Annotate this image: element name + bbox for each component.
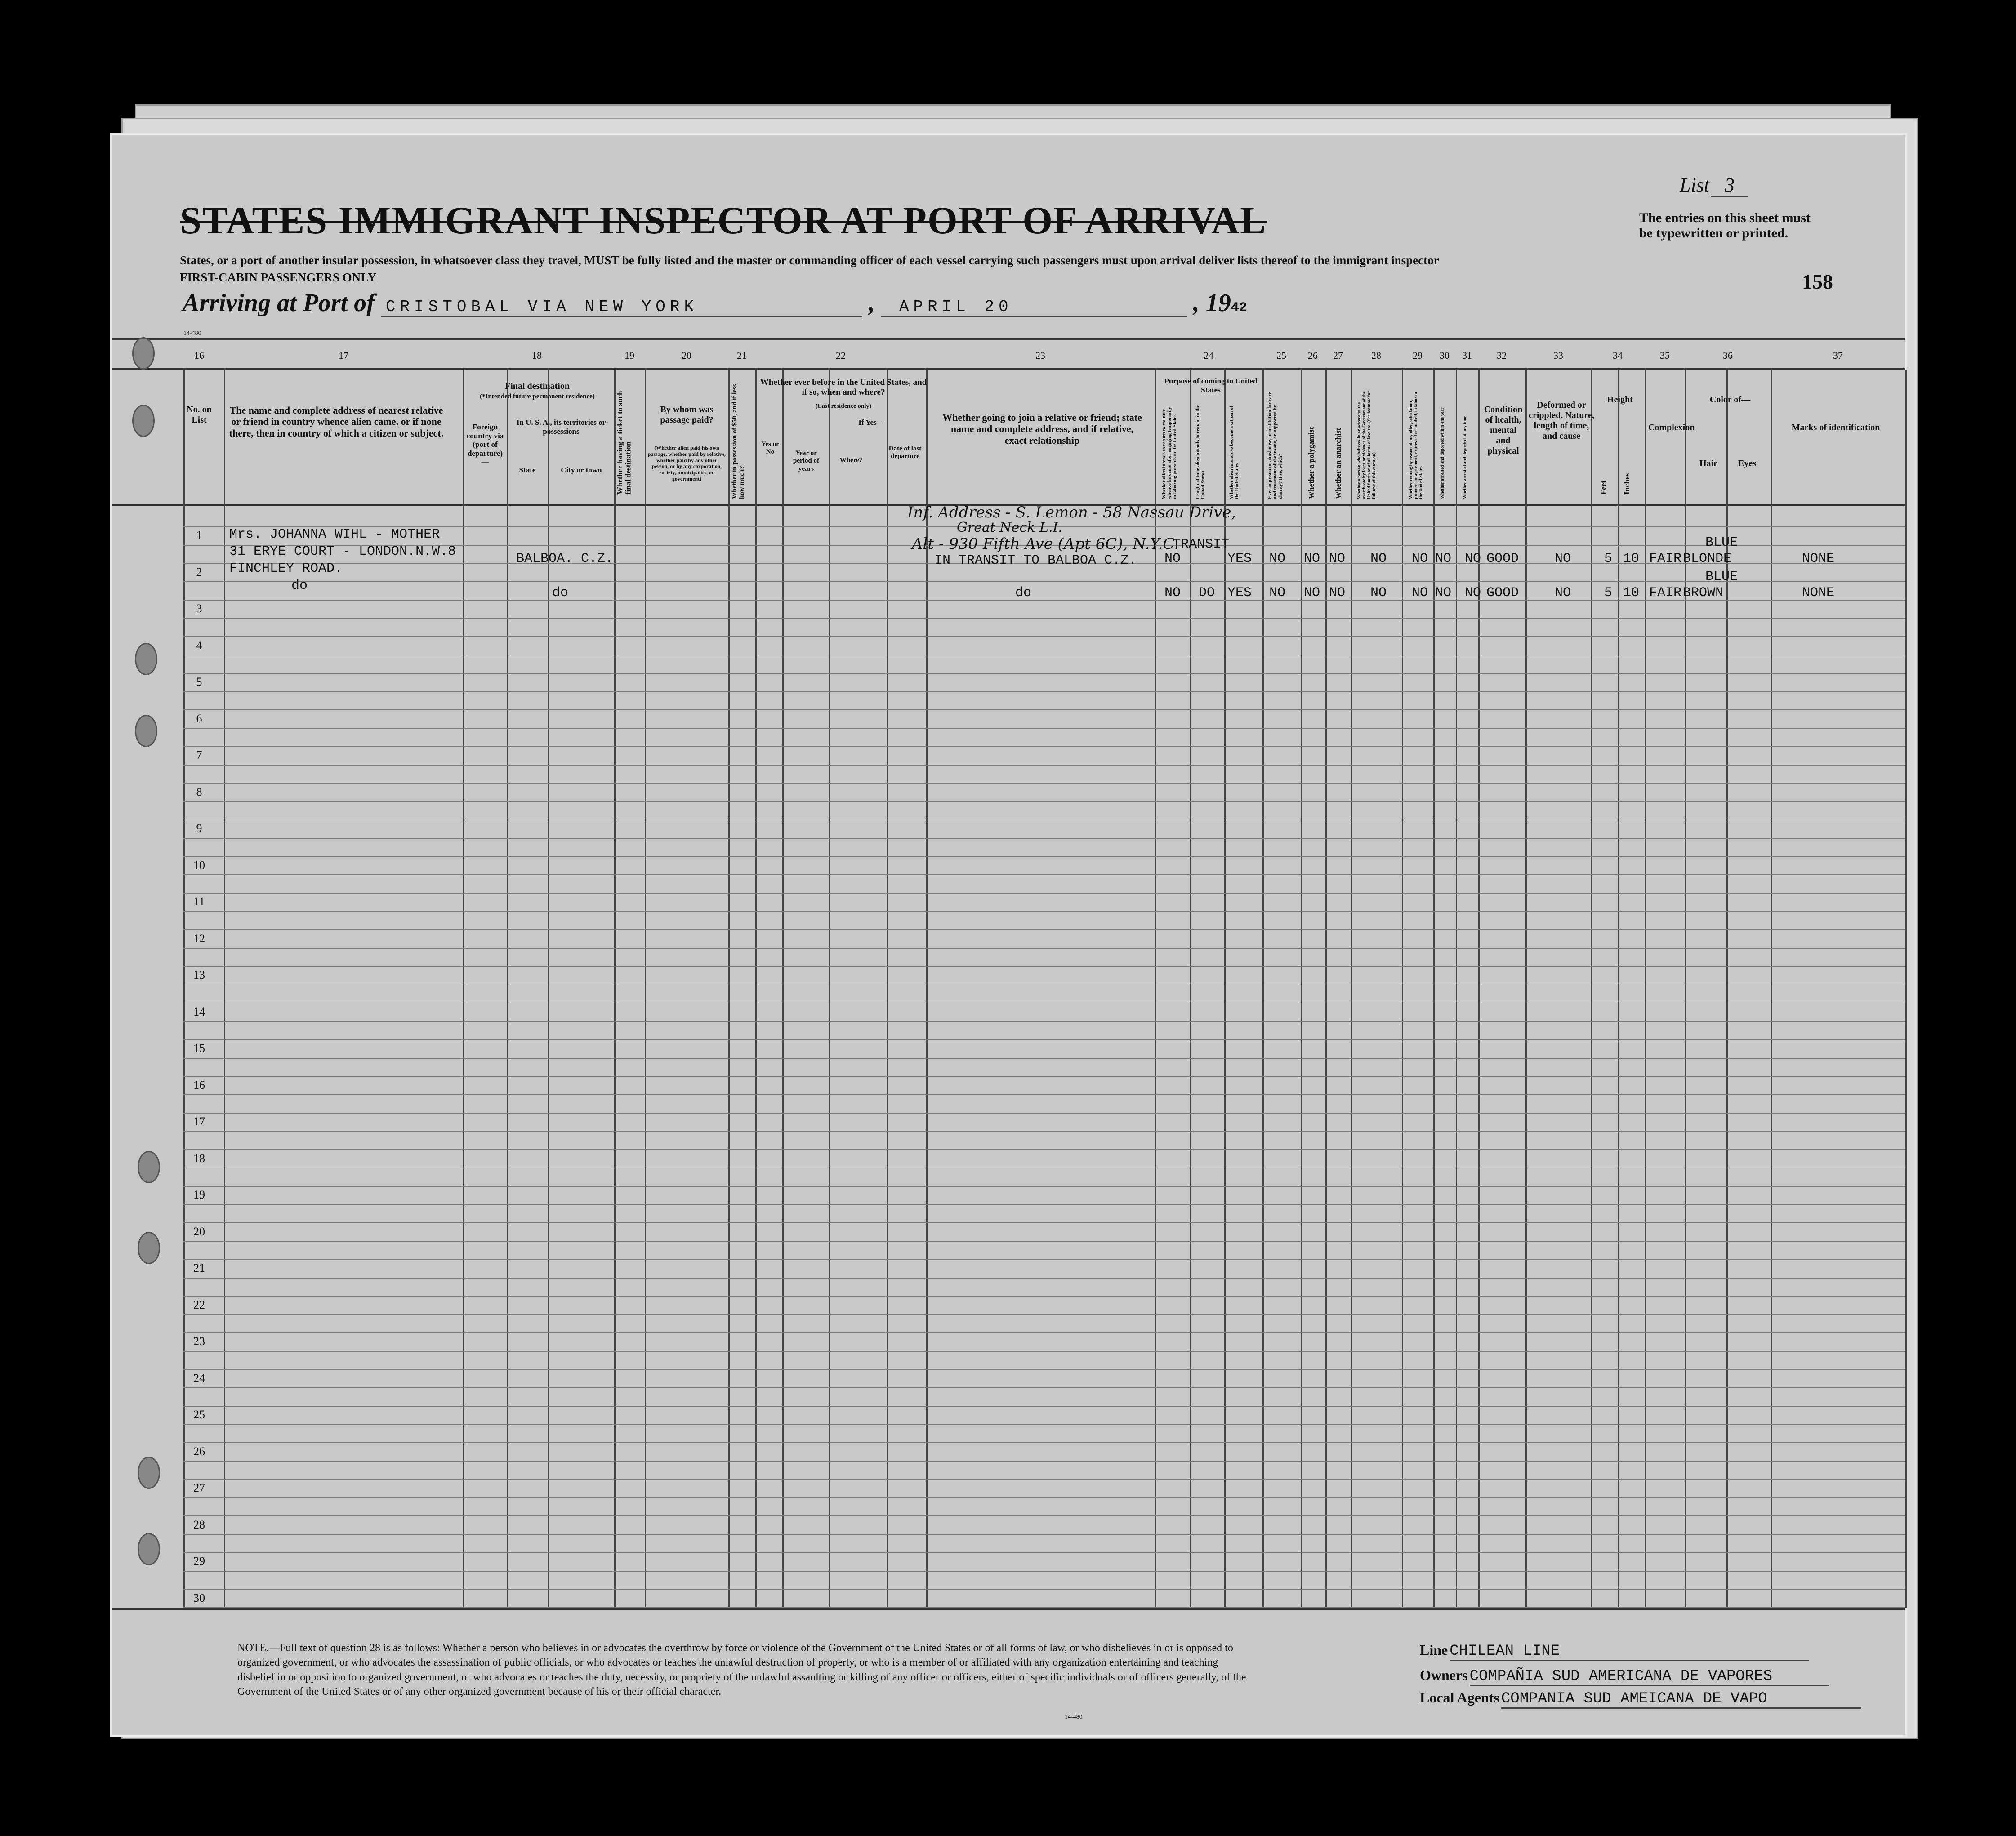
entry1-c27: NO bbox=[1329, 551, 1346, 566]
row-rule bbox=[183, 874, 1905, 875]
manifest-sheet bbox=[112, 135, 1905, 1735]
typewritten-note-2: be typewritten or printed. bbox=[1639, 226, 1789, 241]
entry1-c26: NO bbox=[1304, 551, 1320, 566]
row-rule bbox=[183, 746, 1905, 747]
row-number: 3 bbox=[196, 602, 202, 615]
entry1-destination: BALBOA. C.Z. bbox=[516, 551, 614, 566]
col22-where: Where? bbox=[839, 457, 863, 464]
row-rule bbox=[183, 1534, 1905, 1535]
table-top-rule bbox=[112, 338, 1905, 340]
line-value: CHILEAN LINE bbox=[1450, 1643, 1809, 1661]
binder-hole bbox=[135, 643, 157, 675]
row-rule bbox=[183, 728, 1905, 729]
question-28-note: NOTE.—Full text of question 28 is as follows: Whether a person who believes in or advocates the overthrow by force or violence of the Government of the United States or of all forms of law, or who disbelieves in or is opposed to organized government, or who advocates the assassination of public officials, or who advocates or teaches the unlawful destruction of property, or who is a member of or affiliated with any organization entertaining and teaching disbelief in or opposition to organized government, or who advocates or teaches the duty, necessity, or propriety of the unlawful assaulting or killing of any officer or officers, either of specific individuals or of officers generally, of the Government of the United States or of any other organized government because of his or their official character. bbox=[237, 1642, 1246, 1698]
agents-label: Local Agents bbox=[1420, 1689, 1499, 1706]
arriving-line: Arriving at Port of CRISTOBAL VIA NEW YORK , APRIL 20 , 1942 bbox=[183, 289, 1247, 317]
row-rule bbox=[183, 1497, 1905, 1498]
entry1-hand-note-3: Alt - 930 Fifth Ave (Apt 6C), N.Y.C. bbox=[912, 535, 1179, 553]
column-line bbox=[1433, 370, 1435, 1608]
row-rule bbox=[183, 1058, 1905, 1059]
row-rule bbox=[183, 1552, 1905, 1553]
column-line bbox=[224, 370, 225, 1608]
column-line bbox=[1325, 370, 1327, 1608]
entry1-joining: IN TRANSIT TO BALBOA C.Z. bbox=[934, 553, 1137, 568]
column-number: 30 bbox=[1440, 350, 1450, 361]
column-line bbox=[1645, 370, 1646, 1608]
col18-sub: (*Intended future permanent residence) bbox=[480, 393, 595, 400]
row-rule bbox=[183, 636, 1905, 637]
entry2-c28: NO bbox=[1370, 585, 1387, 601]
col19-header: Whether having a ticket to such final destination bbox=[616, 391, 633, 495]
entry2-feet: 5 bbox=[1604, 585, 1613, 601]
column-line bbox=[1591, 370, 1592, 1608]
column-line bbox=[1618, 370, 1619, 1608]
row-rule bbox=[183, 765, 1905, 766]
row-rule bbox=[183, 1589, 1905, 1590]
col34-header: Height bbox=[1607, 395, 1633, 405]
row-rule bbox=[183, 1369, 1905, 1370]
row-number: 4 bbox=[196, 638, 202, 652]
year-suffix: 42 bbox=[1231, 300, 1247, 316]
col23-header: Whether going to join a relative or friend; state name and complete address, and if relative, exact relationship bbox=[942, 412, 1142, 446]
list-number: 3 bbox=[1711, 174, 1748, 197]
port-value: CRISTOBAL VIA NEW YORK bbox=[381, 298, 862, 317]
row-number: 24 bbox=[193, 1371, 205, 1385]
entry1-hair: BLONDE bbox=[1683, 551, 1732, 566]
row-number: 1 bbox=[196, 529, 202, 542]
entry2-marks: NONE bbox=[1802, 585, 1835, 601]
row-rule bbox=[183, 1131, 1905, 1132]
col34-inches: Inches bbox=[1623, 473, 1631, 495]
year-prefix: 19 bbox=[1205, 289, 1231, 317]
entry1-relative-line1: Mrs. JOHANNA WIHL - MOTHER bbox=[229, 527, 440, 542]
entry1-purpose: TRANSIT bbox=[1173, 537, 1230, 552]
row-number: 5 bbox=[196, 675, 202, 688]
row-rule bbox=[183, 1296, 1905, 1297]
row-rule bbox=[183, 1021, 1905, 1022]
row-number: 11 bbox=[193, 895, 205, 908]
column-number: 27 bbox=[1333, 350, 1343, 361]
column-number: 24 bbox=[1204, 350, 1213, 361]
row-rule bbox=[183, 948, 1905, 949]
column-line bbox=[183, 370, 185, 1608]
entry2-c25: NO bbox=[1269, 585, 1286, 601]
row-rule bbox=[183, 673, 1905, 674]
entry2-c30: NO bbox=[1435, 585, 1452, 601]
col22-sub: (Last residence only) bbox=[815, 403, 872, 410]
line-field bbox=[1420, 1642, 1809, 1661]
owners-value: COMPAÑIA SUD AMERICANA DE VAPORES bbox=[1470, 1668, 1829, 1686]
column-number: 19 bbox=[624, 350, 634, 361]
row-number: 14 bbox=[193, 1005, 205, 1018]
row-rule bbox=[183, 838, 1905, 839]
row-number: 15 bbox=[193, 1042, 205, 1055]
entry2-destination: do bbox=[552, 585, 569, 601]
col18-city: City or town bbox=[561, 466, 602, 474]
entry2-relative: do bbox=[291, 578, 308, 593]
row-number: 6 bbox=[196, 712, 202, 725]
column-number: 36 bbox=[1723, 350, 1733, 361]
col20-header: By whom was passage paid? bbox=[660, 405, 714, 425]
col28-header: Whether a person who believes in or advocates the overthrow by force or violence of the Government of the United States or of all forms of law, etc. (See footnote for full text of this question) bbox=[1357, 391, 1377, 499]
row-rule bbox=[183, 1278, 1905, 1279]
column-line bbox=[728, 370, 730, 1608]
column-number: 28 bbox=[1371, 350, 1381, 361]
entry1-feet: 5 bbox=[1604, 551, 1613, 566]
form-code-bottom: 14-480 bbox=[1065, 1714, 1083, 1720]
class-line: FIRST-CABIN PASSENGERS ONLY bbox=[180, 271, 377, 284]
col24-header: Purpose of coming to United States bbox=[1164, 377, 1258, 394]
column-number: 20 bbox=[682, 350, 691, 361]
col25-header: Ever in prison or almshouse, or institution for care and treatment of the insane, or supported by charity? If so, which? bbox=[1267, 392, 1284, 499]
col32-header: Condition of health, mental and physical bbox=[1484, 405, 1523, 456]
column-line bbox=[926, 370, 928, 1608]
entry2-deformed: NO bbox=[1555, 585, 1571, 601]
row-number: 27 bbox=[193, 1481, 205, 1494]
column-line bbox=[1155, 370, 1156, 1608]
entry2-c31: NO bbox=[1465, 585, 1481, 601]
column-line bbox=[645, 370, 646, 1608]
entry1-c31: NO bbox=[1465, 551, 1481, 566]
list-number-block bbox=[1680, 174, 1748, 196]
entry2-inches: 10 bbox=[1623, 585, 1640, 601]
row-number: 29 bbox=[193, 1555, 205, 1568]
row-rule bbox=[183, 1571, 1905, 1572]
row-number: 12 bbox=[193, 931, 205, 945]
entry1-c29: NO bbox=[1412, 551, 1428, 566]
page-number: 158 bbox=[1802, 270, 1833, 293]
entry1-citizen: YES bbox=[1227, 551, 1252, 566]
entry1-c28: NO bbox=[1370, 551, 1387, 566]
binder-hole bbox=[138, 1151, 160, 1183]
row-number: 9 bbox=[196, 822, 202, 835]
binder-hole bbox=[138, 1457, 160, 1489]
entry1-hand-note-1: Inf. Address - S. Lemon - 58 Nassau Drive, bbox=[907, 504, 1236, 521]
instruction-line: States, or a port of another insular possession, in whatsoever class they travel, MUST be fully listed and the master or commanding officer of each vessel carrying such passengers must upon arrival deliver lists thereof to the immigrant inspector bbox=[180, 254, 1439, 267]
entry1-marks: NONE bbox=[1802, 551, 1835, 566]
col18-usa: In U. S. A., its territories or possessions bbox=[516, 418, 606, 436]
row-rule bbox=[183, 1332, 1905, 1333]
row-number: 20 bbox=[193, 1225, 205, 1238]
row-number: 23 bbox=[193, 1335, 205, 1348]
entry1-deformed: NO bbox=[1555, 551, 1571, 566]
col34-feet: Feet bbox=[1599, 480, 1608, 495]
row-rule bbox=[183, 1461, 1905, 1462]
entry1-eyes: BLUE bbox=[1705, 535, 1738, 550]
row-number: 7 bbox=[196, 749, 202, 762]
row-rule bbox=[183, 1076, 1905, 1077]
column-line bbox=[1262, 370, 1264, 1608]
row-number: 25 bbox=[193, 1408, 205, 1421]
row-rule bbox=[183, 929, 1905, 930]
row-rule bbox=[183, 1241, 1905, 1242]
column-number: 35 bbox=[1660, 350, 1670, 361]
row-rule bbox=[183, 1387, 1905, 1388]
col21-header: Whether in possession of $50, and if less, how much? bbox=[731, 382, 746, 499]
col24-a: Whether alien intends to return to country whence he came after engaging temporarily in laboring pursuits in the United States bbox=[1161, 407, 1178, 499]
agents-field bbox=[1420, 1689, 1861, 1709]
entry1-relative-line3: FINCHLEY ROAD. bbox=[229, 561, 343, 576]
column-line bbox=[782, 370, 784, 1608]
column-number: 17 bbox=[339, 350, 348, 361]
row-rule bbox=[183, 1149, 1905, 1150]
column-number: 21 bbox=[737, 350, 747, 361]
row-rule bbox=[183, 1406, 1905, 1407]
row-rule bbox=[183, 1442, 1905, 1443]
row-rule bbox=[183, 801, 1905, 802]
row-rule bbox=[183, 1479, 1905, 1480]
page-title: STATES IMMIGRANT INSPECTOR AT PORT OF ARRIVAL bbox=[180, 199, 1267, 242]
column-line bbox=[1402, 370, 1403, 1608]
column-line bbox=[1224, 370, 1226, 1608]
col18-header: Final destination bbox=[505, 381, 570, 391]
row-rule bbox=[183, 1094, 1905, 1095]
column-line bbox=[1190, 370, 1191, 1608]
agents-value: COMPANIA SUD AMEICANA DE VAPO bbox=[1501, 1690, 1861, 1709]
row-rule bbox=[183, 1222, 1905, 1223]
entry2-health: GOOD bbox=[1486, 585, 1519, 601]
col18-state: State bbox=[519, 466, 536, 474]
column-number: 37 bbox=[1833, 350, 1843, 361]
binder-hole bbox=[138, 1533, 160, 1565]
col22-date: Date of last departure bbox=[888, 445, 922, 460]
date-value: APRIL 20 bbox=[881, 298, 1187, 317]
column-number-rule bbox=[112, 368, 1905, 370]
entry1-complexion: FAIR bbox=[1649, 551, 1682, 566]
binder-hole bbox=[132, 405, 155, 437]
entry2-return: NO bbox=[1164, 585, 1181, 601]
row-rule bbox=[183, 1186, 1905, 1187]
row-rule bbox=[183, 1204, 1905, 1205]
col20-sub: (Whether alien paid his own passage, whether paid by relative, whether paid by any other person, or by any corporation, society, municipality, or government) bbox=[648, 445, 726, 482]
row-number: 21 bbox=[193, 1261, 205, 1275]
col35-header: Complexion bbox=[1648, 423, 1695, 432]
binder-hole bbox=[132, 337, 155, 370]
col17-header: The name and complete address of nearest relative or friend in country whence alien came, or if none there, then in country of which a citizen or subject. bbox=[229, 405, 444, 439]
entry2-c29: NO bbox=[1412, 585, 1428, 601]
col22-year: Year or period of years bbox=[793, 450, 819, 472]
row-rule bbox=[183, 691, 1905, 692]
entry2-joining: do bbox=[1015, 585, 1032, 601]
column-number: 25 bbox=[1276, 350, 1286, 361]
column-line bbox=[1351, 370, 1352, 1608]
form-code-top: 14-480 bbox=[183, 330, 201, 337]
row-rule bbox=[183, 1607, 1905, 1608]
arriving-label: Arriving at Port of bbox=[183, 289, 375, 317]
row-rule bbox=[183, 1424, 1905, 1425]
row-rule bbox=[183, 1113, 1905, 1114]
row-rule bbox=[183, 911, 1905, 912]
row-number: 26 bbox=[193, 1444, 205, 1458]
column-number: 16 bbox=[194, 350, 204, 361]
column-number: 26 bbox=[1308, 350, 1318, 361]
col36-header: Color of— bbox=[1709, 395, 1751, 405]
column-line bbox=[829, 370, 830, 1608]
col24-b: Length of time alien intends to remain in the United States bbox=[1195, 405, 1206, 499]
row-number: 17 bbox=[193, 1115, 205, 1128]
entry2-eyes: BLUE bbox=[1705, 569, 1738, 584]
row-rule bbox=[183, 783, 1905, 784]
row-rule bbox=[183, 966, 1905, 967]
row-number: 22 bbox=[193, 1298, 205, 1311]
row-rule bbox=[183, 893, 1905, 894]
row-rule bbox=[183, 856, 1905, 857]
row-number: 19 bbox=[193, 1188, 205, 1201]
row-number: 18 bbox=[193, 1151, 205, 1165]
column-number: 29 bbox=[1413, 350, 1423, 361]
column-number: 18 bbox=[532, 350, 542, 361]
col36-hair: Hair bbox=[1699, 459, 1717, 468]
col30-header: Whether arrested and deported within one year bbox=[1440, 407, 1445, 499]
typewritten-note-1: The entries on this sheet must bbox=[1639, 210, 1811, 225]
col22-yesno: Yes or No bbox=[761, 441, 779, 456]
row-rule bbox=[183, 1515, 1905, 1516]
column-line bbox=[507, 370, 508, 1608]
col29-header: Whether coming by reason of any offer, solicitation, promise, or agreement, expressed or implied, to labor in the United States bbox=[1409, 392, 1423, 499]
owners-label: Owners bbox=[1420, 1667, 1468, 1683]
row-rule bbox=[183, 709, 1905, 710]
col33-header: Deformed or crippled. Nature, length of time, and cause bbox=[1529, 400, 1594, 441]
column-line bbox=[1771, 370, 1772, 1608]
col16-header: No. on List bbox=[187, 405, 212, 425]
line-label: Line bbox=[1420, 1642, 1448, 1658]
col26-header: Whether a polygamist bbox=[1307, 427, 1316, 499]
entry2-complexion: FAIR bbox=[1649, 585, 1682, 601]
binder-hole bbox=[138, 1232, 160, 1264]
col31-header: Whether arrested and deported at any time bbox=[1463, 415, 1467, 499]
list-label: List bbox=[1680, 174, 1710, 196]
row-number: 16 bbox=[193, 1078, 205, 1092]
entry1-relative-line2: 31 ERYE COURT - LONDON.N.W.8 bbox=[229, 544, 456, 559]
entry1-return: NO bbox=[1164, 551, 1181, 566]
entry2-hair: BROWN bbox=[1683, 585, 1724, 601]
row-number: 13 bbox=[193, 968, 205, 981]
row-number: 8 bbox=[196, 785, 202, 798]
column-line bbox=[1456, 370, 1457, 1608]
entry2-citizen: YES bbox=[1227, 585, 1252, 601]
col18-foreign: Foreign country via (port of departure)— bbox=[466, 423, 504, 467]
entry2-length: DO bbox=[1199, 585, 1215, 601]
col27-header: Whether an anarchist bbox=[1334, 428, 1343, 499]
row-number: 10 bbox=[193, 858, 205, 872]
row-rule bbox=[183, 581, 1905, 582]
row-rule bbox=[183, 600, 1905, 601]
row-number: 2 bbox=[196, 565, 202, 579]
column-line bbox=[887, 370, 888, 1608]
column-number: 34 bbox=[1613, 350, 1623, 361]
row-rule bbox=[183, 618, 1905, 619]
row-rule bbox=[183, 1039, 1905, 1040]
col22-ifyes: If Yes— bbox=[858, 418, 884, 427]
column-number: 32 bbox=[1497, 350, 1507, 361]
column-number: 22 bbox=[836, 350, 846, 361]
owners-field bbox=[1420, 1667, 1829, 1686]
column-line bbox=[614, 370, 616, 1608]
entry1-inches: 10 bbox=[1623, 551, 1640, 566]
row-number: 30 bbox=[193, 1591, 205, 1604]
column-line bbox=[755, 370, 757, 1608]
column-line bbox=[1525, 370, 1527, 1608]
col36-eyes: Eyes bbox=[1738, 459, 1756, 468]
binder-hole bbox=[135, 715, 157, 747]
entry1-c30: NO bbox=[1435, 551, 1452, 566]
column-line bbox=[463, 370, 464, 1608]
col24-c: Whether alien intends to become a citizen of the United States bbox=[1229, 406, 1240, 499]
entry1-c25: NO bbox=[1269, 551, 1286, 566]
row-rule bbox=[183, 1351, 1905, 1352]
entry2-c26: NO bbox=[1304, 585, 1320, 601]
col22-header: Whether ever before in the United States, and if so, when and where? bbox=[760, 378, 927, 397]
col37-header: Marks of identification bbox=[1791, 423, 1880, 432]
entry2-c27: NO bbox=[1329, 585, 1346, 601]
column-line bbox=[1301, 370, 1302, 1608]
column-number: 31 bbox=[1462, 350, 1472, 361]
column-number: 33 bbox=[1553, 350, 1563, 361]
entry1-health: GOOD bbox=[1486, 551, 1519, 566]
entry1-hand-note-2: Great Neck L.I. bbox=[957, 520, 1062, 535]
row-number: 28 bbox=[193, 1518, 205, 1531]
column-number: 23 bbox=[1035, 350, 1045, 361]
row-rule bbox=[183, 1314, 1905, 1315]
row-rule bbox=[183, 1259, 1905, 1260]
column-line bbox=[1905, 370, 1907, 1608]
